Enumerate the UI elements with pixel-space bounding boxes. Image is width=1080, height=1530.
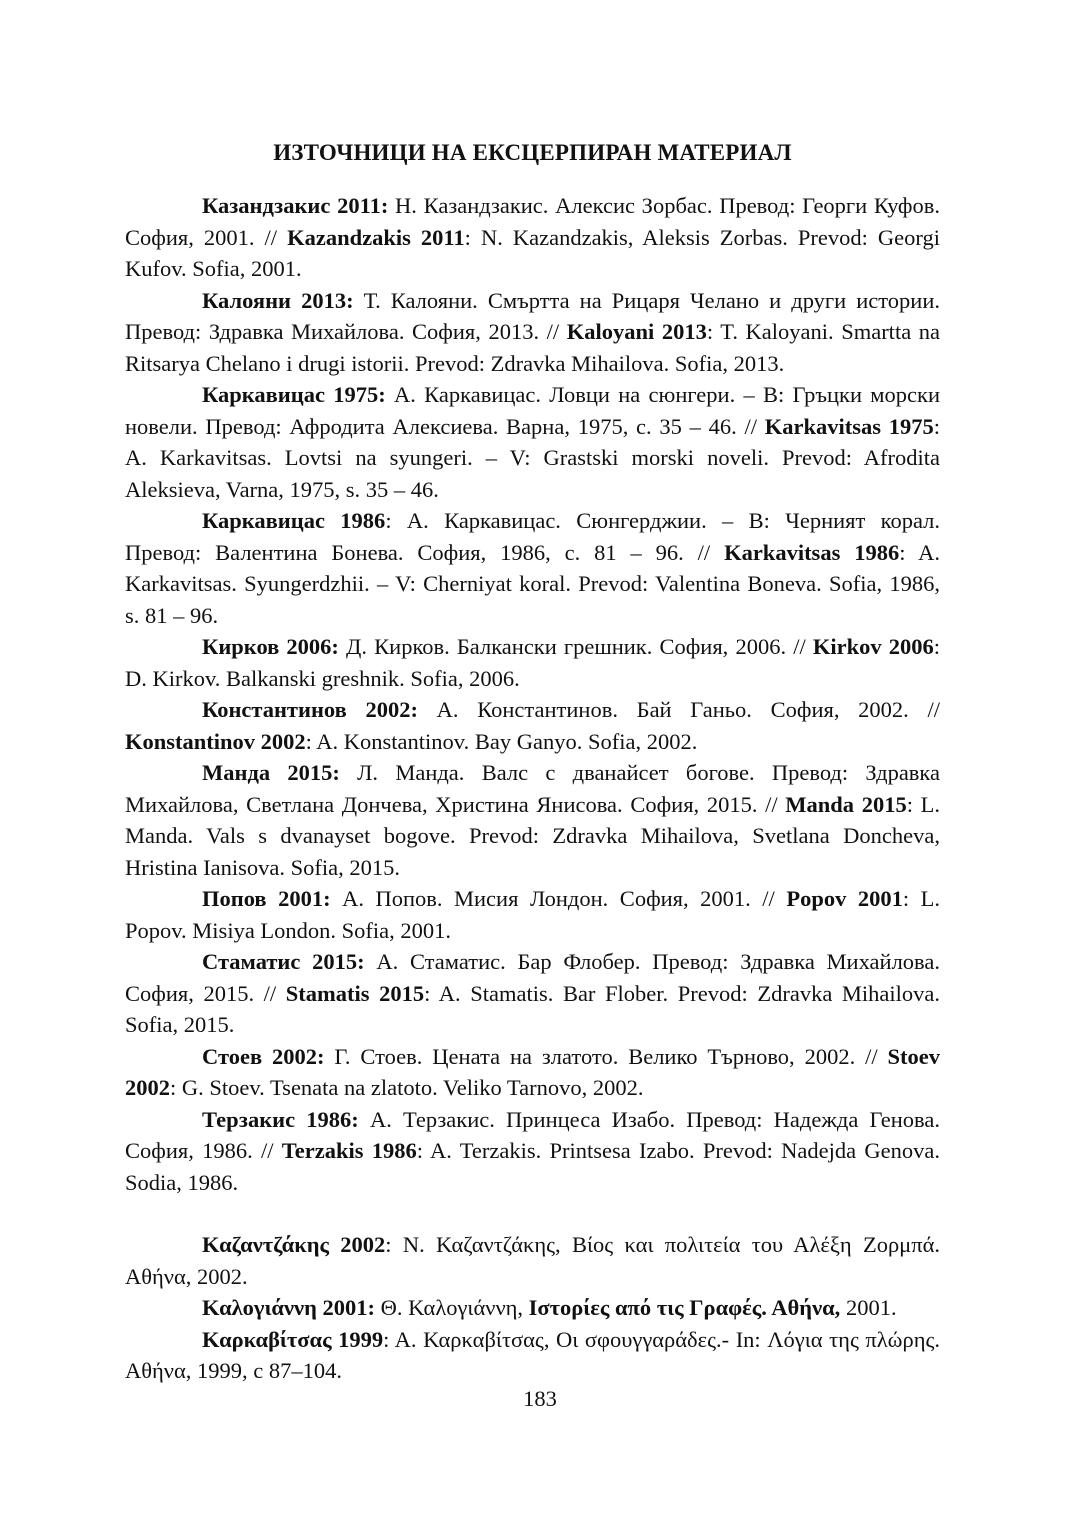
entry-key: Калояни 2013: xyxy=(202,287,354,313)
entry-key: Кирков 2006: xyxy=(202,634,339,659)
bibliography-entry: Каркавицас 1975: А. Каркавицас. Ловци на сюнгери. – В: Гръцки морски новели. Превод: Афродита Алексиева. Варна, 1975, с. 35 – 46. // Karkavitsas 1975: A. Karkavitsas. Lovtsi na syungeri. – V: Grastski morski noveli. Prevod: Afrodita Aleksieva, Varna, 1975, s. 35 – 46. xyxy=(125,382,940,502)
document-page xyxy=(125,140,940,1387)
entry-transliterated-key: Kirkov 2006 xyxy=(812,634,934,659)
section-gap xyxy=(125,1198,940,1229)
entry-key: Попов 2001: xyxy=(202,886,331,911)
entry-transliterated-key: Karkavitsas 1986 xyxy=(724,539,900,565)
entry-transliterated-key: Kazandzakis 2011 xyxy=(287,224,465,250)
bibliography-entry: Кирков 2006: Д. Кирков. Балкански грешник. София, 2006. // Kirkov 2006: D. Kirkov. Balkanski greshnik. Sofia, 2006. xyxy=(125,634,940,691)
entry-key: Καρκαβίτσας 1999 xyxy=(202,1326,384,1352)
bibliography-entry: Стоев 2002: Г. Стоев. Цената на златото. Велико Търново, 2002. // Stoev 2002: G. Stoev. Tsenata na zlatoto. Veliko Tarnovo, 2002. xyxy=(125,1043,940,1100)
entry-transliterated-key: Stoev 2002 xyxy=(125,1043,940,1100)
entry-bold-title: Ιστορίες από τις Γραφές. Αθήνα, xyxy=(528,1295,841,1320)
bibliography-entry: Καζαντζάκης 2002: Ν. Καζαντζάκης, Βίος και πολιτεία του Αλέξη Ζορμπά. Αθήνα, 2002. xyxy=(125,1232,941,1289)
entry-key: Стаматис 2015: xyxy=(202,949,365,974)
bibliography-entry: Попов 2001: А. Попов. Мисия Лондон. София, 2001. // Popov 2001: L. Popov. Misiya London. Sofia, 2001. xyxy=(125,886,940,943)
page-heading: ИЗТОЧНИЦИ НА ЕКСЦЕРПИРАН МАТЕРИАЛ xyxy=(273,140,792,165)
entry-key: Терзакис 1986: xyxy=(202,1106,359,1132)
page-number: 183 xyxy=(523,1386,557,1411)
bibliography-entry: Терзакис 1986: А. Терзакис. Принцеса Изабо. Превод: Надежда Генова. София, 1986. // Terzakis 1986: A. Terzakis. Printsesa Izabo. Prevod: Nadejda Genova. Sodia, 1986. xyxy=(125,1106,940,1195)
entry-key: Казандзакис 2011: xyxy=(202,193,389,218)
bibliography-entry: Калояни 2013: Т. Калояни. Смъртта на Рицаря Челано и други истории. Превод: Здравка Михайлова. София, 2013. // Kaloyani 2013: T. Kaloyani. Smartta na Ritsarya Chelano i drugi istorii. Prevod: Zdravka Mihailova. Sofia, 2013. xyxy=(125,287,940,376)
bibliography-entry: Καλογιάννη 2001: Θ. Καλογιάννη, Ιστορίες από τις Γραφές. Αθήνα, 2001. xyxy=(202,1295,897,1320)
bibliography-entry: Стаматис 2015: А. Стаматис. Бар Флобер. Превод: Здравка Михайлова. София, 2015. // Stamatis 2015: A. Stamatis. Bar Flober. Prevod: Zdravka Mihailova. Sofia, 2015. xyxy=(125,949,941,1037)
entry-transliterated-key: Konstantinov 2002 xyxy=(125,728,306,754)
entry-transliterated-key: Stamatis 2015 xyxy=(285,980,425,1006)
bibliography-entry: Καρκαβίτσας 1999: Α. Καρκαβίτσας, Οι σφουγγαράδες.- In: Λόγια της πλώρης. Αθήνα, 1999, с 87–104. xyxy=(125,1326,941,1383)
entry-key: Каркавицас 1975: xyxy=(202,382,386,407)
entry-transliterated-key: Popov 2001 xyxy=(786,886,903,911)
entry-key: Каркавицас 1986 xyxy=(202,508,386,533)
entry-key: Константинов 2002: xyxy=(202,697,418,722)
bibliography-entry: Константинов 2002: А. Константинов. Бай Ганьо. София, 2002. // Konstantinov 2002: A. Konstantinov. Bay Ganyo. Sofia, 2002. xyxy=(125,697,940,754)
entry-key: Стоев 2002: xyxy=(202,1043,325,1069)
entry-key: Καλογιάννη 2001: xyxy=(202,1295,375,1320)
entry-transliterated-key: Terzakis 1986 xyxy=(281,1138,417,1163)
entry-transliterated-key: Kaloyani 2013 xyxy=(566,319,707,344)
greek-sources xyxy=(125,1229,940,1387)
entry-transliterated-key: Manda 2015 xyxy=(785,791,907,817)
entry-transliterated-key: Karkavitsas 1975 xyxy=(764,413,934,439)
bibliography-entry: Манда 2015: Л. Манда. Валс с дванайсет богове. Превод: Здравка Михайлова, Светлана Дончева, Христина Янисова. София, 2015. // Manda 2015: L. Manda. Vals s dvanayset bogove. Prevod: Zdravka Mihailova, Svetlana Doncheva, Hristina Ianisova. Sofia, 2015. xyxy=(125,760,941,880)
entry-key: Καζαντζάκης 2002 xyxy=(202,1232,386,1257)
bulgarian-sources xyxy=(125,190,940,1198)
bibliography-entry: Каркавицас 1986: А. Каркавицас. Сюнгерджии. – В: Черният корал. Превод: Валентина Бонева. София, 1986, с. 81 – 96. // Karkavitsas 1986: A. Karkavitsas. Syungerdzhii. – V: Cherniyat koral. Prevod: Valentina Boneva. Sofia, 1986, s. 81 – 96. xyxy=(125,508,940,628)
bibliography-entry: Казандзакис 2011: Н. Казандзакис. Алексис Зорбас. Превод: Георги Куфов. София, 2001. // Kazandzakis 2011: N. Kazandzakis, Aleksis Zorbas. Prevod: Georgi Kufov. Sofia, 2001. xyxy=(125,193,941,281)
entry-key: Манда 2015: xyxy=(202,760,340,785)
